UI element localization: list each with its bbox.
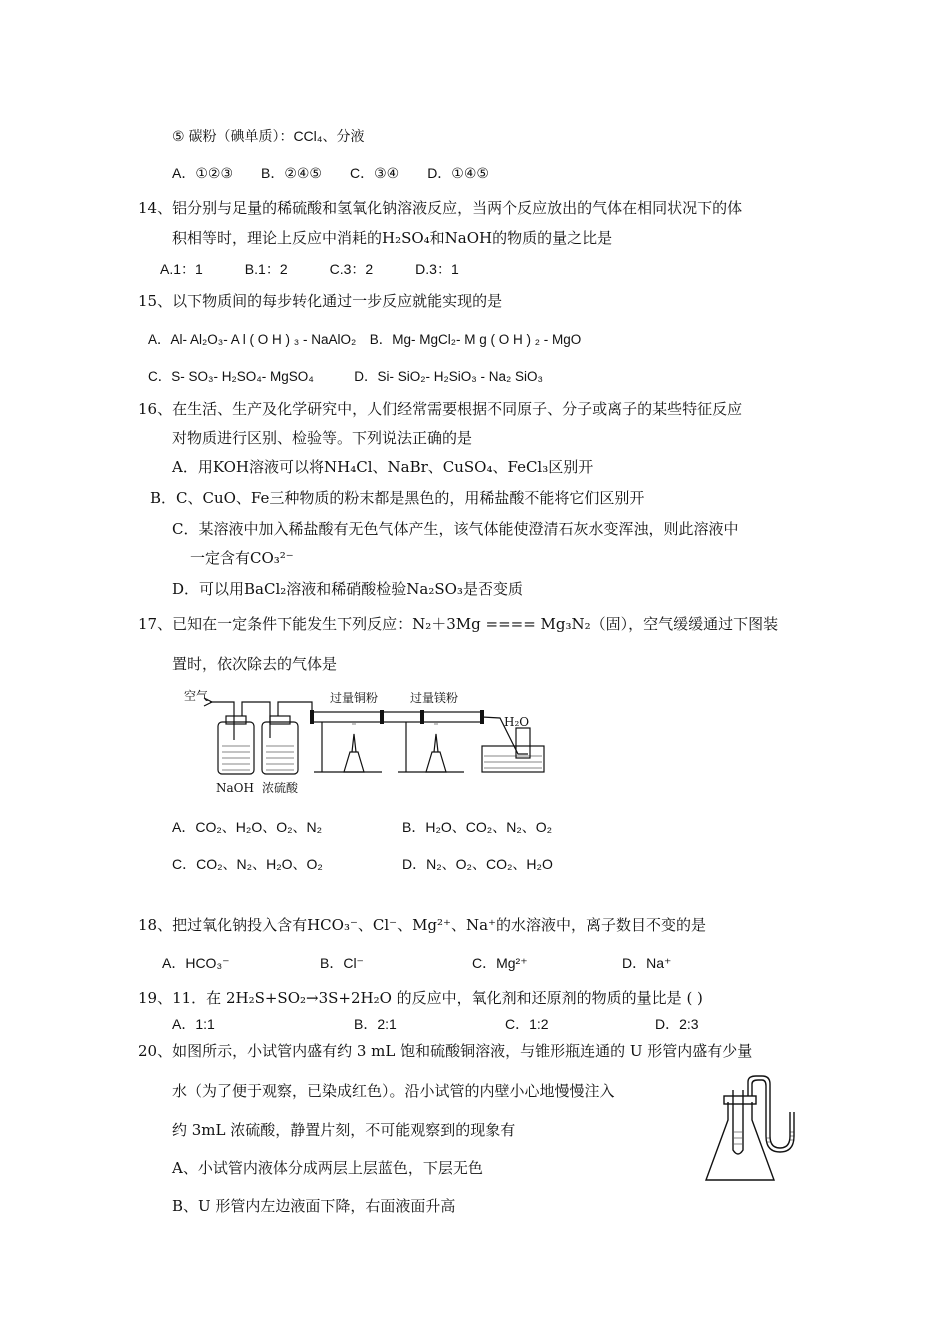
q17-label-air: 空气: [184, 689, 209, 703]
q19-option-d: D．2:3: [655, 1016, 699, 1032]
q16-option-c-line2: 一定含有CO₃²⁻: [190, 549, 294, 567]
q17-label-mg: 过量镁粉: [410, 691, 459, 705]
q19-option-c: C．1:2: [505, 1016, 549, 1032]
q16-option-c-line1: C．某溶液中加入稀盐酸有无色气体产生，该气体能使澄清石灰水变浑浊，则此溶液中: [172, 520, 739, 538]
q18-option-c: C．Mg²⁺: [472, 955, 528, 971]
q17-option-b: B．H₂O、CO₂、N₂、O₂: [402, 819, 553, 835]
q20-stem-line3: 约 3mL 浓硫酸，静置片刻，不可能观察到的现象有: [172, 1121, 516, 1139]
q17-option-c: C．CO₂、N₂、H₂O、O₂: [172, 856, 323, 872]
q18-option-d: D．Na⁺: [622, 955, 672, 971]
q15-options-cd: C．S- SO₃- H₂SO₄- MgSO₄ D．Si- SiO₂- H₂SiO₃ - Na₂ SiO₃: [148, 369, 544, 384]
q17-label-water: H₂O: [504, 715, 530, 729]
q16-stem-line1: 16、在生活、生产及化学研究中，人们经常需要根据不同原子、分子或离子的某些特征反应: [138, 400, 743, 418]
q19-stem: 19、11．在 2H₂S+SO₂→3S+2H₂O 的反应中，氧化剂和还原剂的物质的量比是 ( ): [138, 989, 703, 1007]
q16-stem-line2: 对物质进行区别、检验等。下列说法正确的是: [172, 429, 473, 447]
q20-option-b: B、U 形管内左边液面下降，右面液面升高: [172, 1197, 456, 1215]
q14-stem-line1: 14、铝分别与足量的稀硫酸和氢氧化钠溶液反应，当两个反应放出的气体在相同状况下的体: [138, 199, 743, 217]
q18-option-a: A．HCO₃⁻: [162, 955, 230, 971]
q17-apparatus-figure: [182, 688, 562, 800]
q16-option-d: D．可以用BaCl₂溶液和稀硝酸检验Na₂SO₃是否变质: [172, 580, 523, 598]
q14-stem-line2: 积相等时，理论上反应中消耗的H₂SO₄和NaOH的物质的量之比是: [172, 229, 613, 247]
q16-option-a: A．用KOH溶液可以将NH₄Cl、NaBr、CuSO₄、FeCl₃区别开: [172, 458, 594, 476]
q17-stem-line2: 置时，依次除去的气体是: [172, 655, 338, 673]
q19-option-a: A．1:1: [172, 1016, 215, 1032]
q13-options: A．①②③ B．②④⑤ C．③④ D．①④⑤: [172, 165, 489, 181]
q20-flask-figure: [700, 1074, 800, 1186]
q17-label-naoh: NaOH: [216, 781, 254, 795]
q15-stem: 15、以下物质间的每步转化通过一步反应就能实现的是: [138, 292, 503, 310]
q17-label-h2so4: 浓硫酸: [262, 781, 299, 795]
q16-option-b: B．C、CuO、Fe三种物质的粉末都是黑色的，用稀盐酸不能将它们区别开: [150, 489, 645, 507]
q20-stem-line1: 20、如图所示，小试管内盛有约 3 mL 饱和硫酸铜溶液，与锥形瓶连通的 U 形管内盛有少量: [138, 1042, 753, 1060]
q20-stem-line2: 水（为了便于观察，已染成红色）。沿小试管的内壁小心地慢慢注入: [172, 1082, 615, 1100]
q15-options-ab: A．Al- Al₂O₃- A l ( O H ) ₃ - NaAlO₂ B．Mg- MgCl₂- M g ( O H ) ₂ - MgO: [148, 332, 582, 347]
q18-stem: 18、把过氧化钠投入含有HCO₃⁻、Cl⁻、Mg²⁺、Na⁺的水溶液中，离子数目不变的是: [138, 916, 706, 934]
q17-label-cu: 过量铜粉: [330, 691, 379, 705]
q17-stem-line1: 17、已知在一定条件下能发生下列反应：N₂＋3Mg ==== Mg₃N₂（固），空气缓缓通过下图装: [138, 615, 779, 633]
q18-option-b: B．Cl⁻: [320, 955, 364, 971]
q19-option-b: B．2:1: [354, 1016, 397, 1032]
q13-item-5: ⑤ 碳粉（碘单质）：CCl₄、分液: [172, 128, 365, 144]
q20-option-a: A、小试管内液体分成两层上层蓝色，下层无色: [172, 1159, 483, 1177]
q14-options: A.1：1 B.1：2 C.3：2 D.3：1: [160, 261, 459, 277]
q17-option-d: D．N₂、O₂、CO₂、H₂O: [402, 856, 553, 872]
q17-option-a: A．CO₂、H₂O、O₂、N₂: [172, 819, 323, 835]
